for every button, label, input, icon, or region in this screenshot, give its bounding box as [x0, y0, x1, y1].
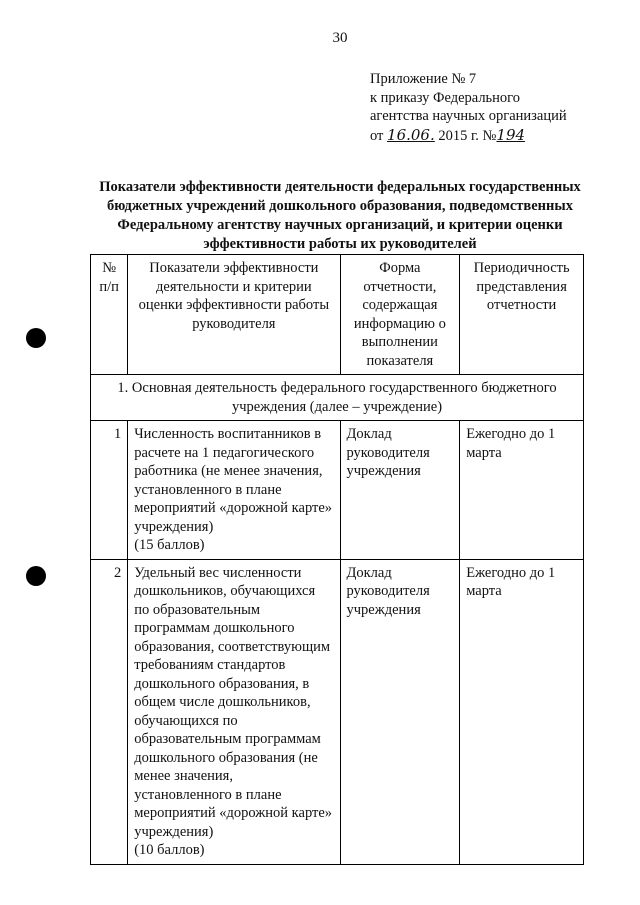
date-prefix: от — [370, 127, 384, 144]
row-num: 2 — [91, 559, 128, 864]
indicators-table — [90, 254, 584, 865]
header-num: № п/п — [91, 255, 128, 375]
row-form: Доклад руководителя учреждения — [340, 421, 460, 560]
section-1-heading: 1. Основная деятельность федерального государственного бюджетного учреждения (далее – учреждение) — [91, 375, 584, 421]
punch-hole-bottom — [26, 566, 46, 586]
page-number: 30 — [332, 30, 348, 46]
header-period: Периодичность представления отчетности — [460, 255, 584, 375]
appendix-line-3: агентства научных организаций — [370, 108, 567, 124]
header-indicator: Показатели эффективности деятельности и критерии оценки эффективности работы руководителя — [128, 255, 340, 375]
header-form: Форма отчетности, содержащая информацию о выполнении показателя — [340, 255, 460, 375]
punch-hole-top — [26, 328, 46, 348]
handwritten-order-number: 194 — [496, 125, 526, 144]
indicator-text: Удельный вес численности дошкольников, обучающихся по образовательным программам дошкольного образования, соответствующим требованиям стандартов дошкольного образования, в общем числе дошкольников, обучающихся по образовательным программам дошкольного образования (не менее значения, установленного в плане мероприятий «дорожной карте» учреждения) — [134, 564, 333, 840]
table-header-row — [91, 255, 584, 375]
indicator-points: (15 баллов) — [134, 537, 205, 553]
document-title: Показатели эффективности деятельности федеральных государственных бюджетных учреждений дошкольного образования, подведомственных Федеральному агентству научных организаций, и критерии оценки эффективности работы их руководителей — [99, 179, 581, 252]
section-row — [91, 375, 584, 421]
indicator-points: (10 баллов) — [134, 842, 205, 858]
table-row — [91, 421, 584, 560]
date-year: 2015 г. № — [438, 127, 497, 144]
row-period: Ежегодно до 1 марта — [460, 421, 584, 560]
handwritten-date: 16.06. — [387, 125, 435, 144]
appendix-line-2: к приказу Федерального — [370, 89, 521, 106]
table-row — [91, 559, 584, 864]
row-indicator — [128, 559, 340, 864]
appendix-date-line — [370, 126, 567, 146]
row-form: Доклад руководителя учреждения — [340, 559, 460, 864]
row-period: Ежегодно до 1 марта — [460, 559, 584, 864]
appendix-block — [370, 70, 567, 145]
row-indicator — [128, 421, 340, 560]
appendix-line-1: Приложение № 7 — [370, 71, 477, 87]
indicator-text: Численность воспитанников в расчете на 1 педагогического работника (не менее значения, установленного в плане мероприятий «дорожной карте» учреждения) — [134, 426, 333, 535]
row-num: 1 — [91, 421, 128, 560]
